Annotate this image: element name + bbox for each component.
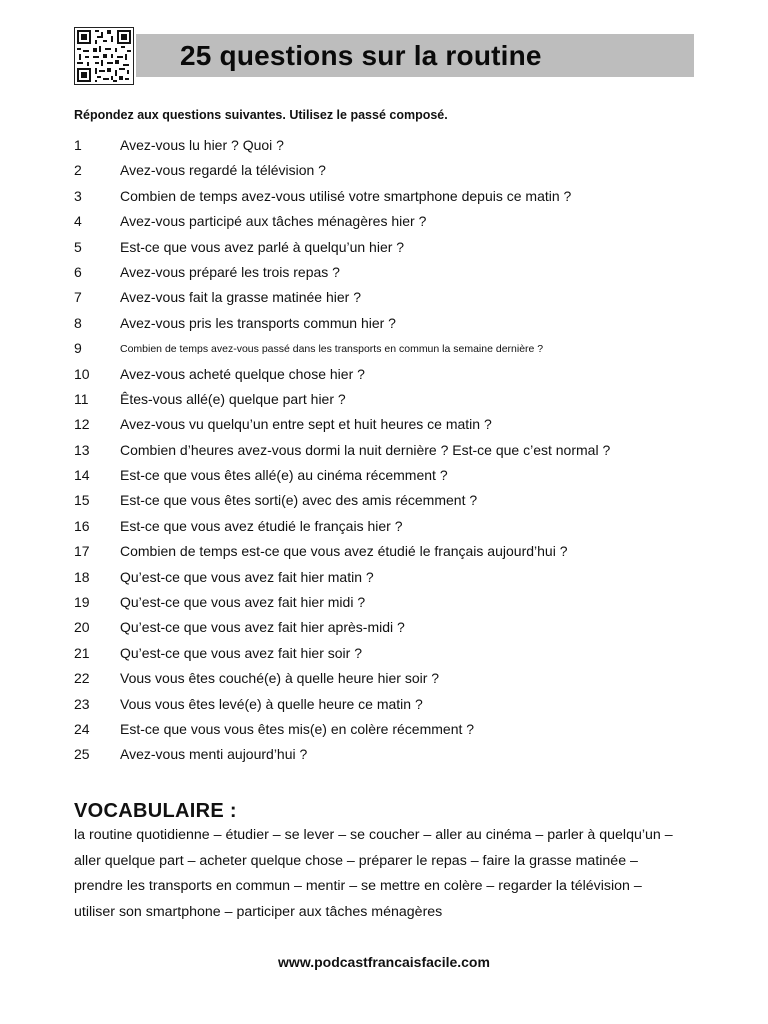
question-number: 3	[74, 187, 82, 204]
question-number: 17	[74, 543, 90, 560]
question-text: Est-ce que vous vous êtes mis(e) en colère récemment ?	[120, 720, 475, 737]
question-number: 5	[74, 238, 82, 255]
vocabulary-heading: VOCABULAIRE :	[74, 800, 237, 822]
question-text: Est-ce que vous avez étudié le français hier ?	[120, 517, 403, 534]
question-number: 1	[74, 137, 82, 153]
question-number: 24	[74, 720, 90, 737]
question-item	[74, 388, 714, 413]
website-url[interactable]: www.podcastfrancaisfacile.com	[278, 954, 490, 970]
question-number: 8	[74, 314, 82, 331]
question-text: Avez-vous participé aux tâches ménagères hier ?	[120, 213, 427, 230]
question-text: Est-ce que vous êtes sorti(e) avec des amis récemment ?	[120, 492, 478, 509]
question-text: Avez-vous pris les transports commun hier ?	[120, 314, 396, 331]
question-item	[74, 312, 714, 337]
question-item	[74, 134, 714, 159]
question-text: Qu’est-ce que vous avez fait hier après-midi ?	[120, 619, 405, 636]
question-item	[74, 693, 714, 718]
question-item	[74, 185, 714, 210]
question-item	[74, 363, 714, 388]
question-number: 18	[74, 568, 90, 585]
question-number: 15	[74, 492, 90, 509]
question-text: Qu’est-ce que vous avez fait hier midi ?	[120, 594, 366, 611]
question-text: Avez-vous vu quelqu’un entre sept et huit heures ce matin ?	[120, 416, 492, 433]
question-text: Qu’est-ce que vous avez fait hier matin ?	[120, 568, 374, 585]
question-number: 25	[74, 746, 90, 763]
question-item	[74, 236, 714, 261]
question-number: 23	[74, 695, 90, 712]
question-number: 4	[74, 213, 82, 230]
question-number: 12	[74, 416, 90, 433]
question-item	[74, 159, 714, 184]
question-text: Avez-vous fait la grasse matinée hier ?	[120, 289, 361, 306]
question-item	[74, 667, 714, 692]
question-number: 2	[74, 162, 82, 179]
question-text: Combien de temps avez-vous utilisé votre smartphone depuis ce matin ?	[120, 187, 572, 204]
question-item	[74, 337, 714, 362]
question-number: 19	[74, 594, 90, 611]
question-item	[74, 540, 714, 565]
question-text: Avez-vous menti aujourd’hui ?	[120, 746, 308, 763]
question-item	[74, 591, 714, 616]
qr-code	[74, 27, 134, 85]
question-text: Vous vous êtes couché(e) à quelle heure hier soir ?	[120, 670, 440, 687]
question-item	[74, 261, 714, 286]
question-number: 14	[74, 467, 90, 484]
title-bar	[136, 34, 694, 77]
question-text: Combien d’heures avez-vous dormi la nuit dernière ? Est-ce que c’est normal ?	[120, 441, 611, 458]
qr-code-icon	[75, 28, 133, 84]
question-item	[74, 489, 714, 514]
question-number: 9	[74, 340, 82, 357]
question-number: 20	[74, 619, 90, 636]
question-text: Avez-vous acheté quelque chose hier ?	[120, 365, 365, 382]
question-text: Combien de temps est-ce que vous avez étudié le français aujourd’hui ?	[120, 543, 568, 560]
instructions: Répondez aux questions suivantes. Utilisez le passé composé.	[74, 108, 448, 122]
vocabulary-text: la routine quotidienne – étudier – se lever – se coucher – aller au cinéma – parler à quelqu’un – aller quelque part – acheter quelque chose – préparer le repas – faire la grasse matinée – prendre les transports en commun – mentir – se mettre en colère – regarder la télévision – utiliser son smartphone – participer aux tâches ménagères	[74, 827, 673, 920]
question-number: 21	[74, 644, 90, 661]
question-item	[74, 210, 714, 235]
question-text: Avez-vous lu hier ? Quoi ?	[120, 137, 284, 153]
question-text: Êtes-vous allé(e) quelque part hier ?	[120, 390, 346, 407]
question-item	[74, 616, 714, 641]
question-text: Combien de temps avez-vous passé dans les transports en commun la semaine dernière ?	[120, 343, 544, 356]
question-text: Avez-vous regardé la télévision ?	[120, 162, 326, 179]
question-item	[74, 413, 714, 438]
question-list	[74, 134, 714, 769]
question-number: 7	[74, 289, 82, 306]
page-title: 25 questions sur la routine	[180, 40, 542, 71]
question-item	[74, 566, 714, 591]
question-number: 22	[74, 670, 90, 687]
question-number: 16	[74, 517, 90, 534]
question-number: 13	[74, 441, 90, 458]
question-item	[74, 464, 714, 489]
question-number: 11	[74, 390, 89, 407]
question-number: 10	[74, 365, 90, 382]
question-text: Est-ce que vous êtes allé(e) au cinéma récemment ?	[120, 467, 448, 484]
question-item	[74, 286, 714, 311]
question-text: Qu’est-ce que vous avez fait hier soir ?	[120, 644, 363, 661]
question-item	[74, 743, 714, 768]
question-number: 6	[74, 263, 82, 280]
question-item	[74, 642, 714, 667]
question-item	[74, 439, 714, 464]
question-item	[74, 718, 714, 743]
question-item	[74, 515, 714, 540]
question-text: Vous vous êtes levé(e) à quelle heure ce matin ?	[120, 695, 423, 712]
question-text: Est-ce que vous avez parlé à quelqu’un hier ?	[120, 238, 405, 255]
question-text: Avez-vous préparé les trois repas ?	[120, 263, 340, 280]
